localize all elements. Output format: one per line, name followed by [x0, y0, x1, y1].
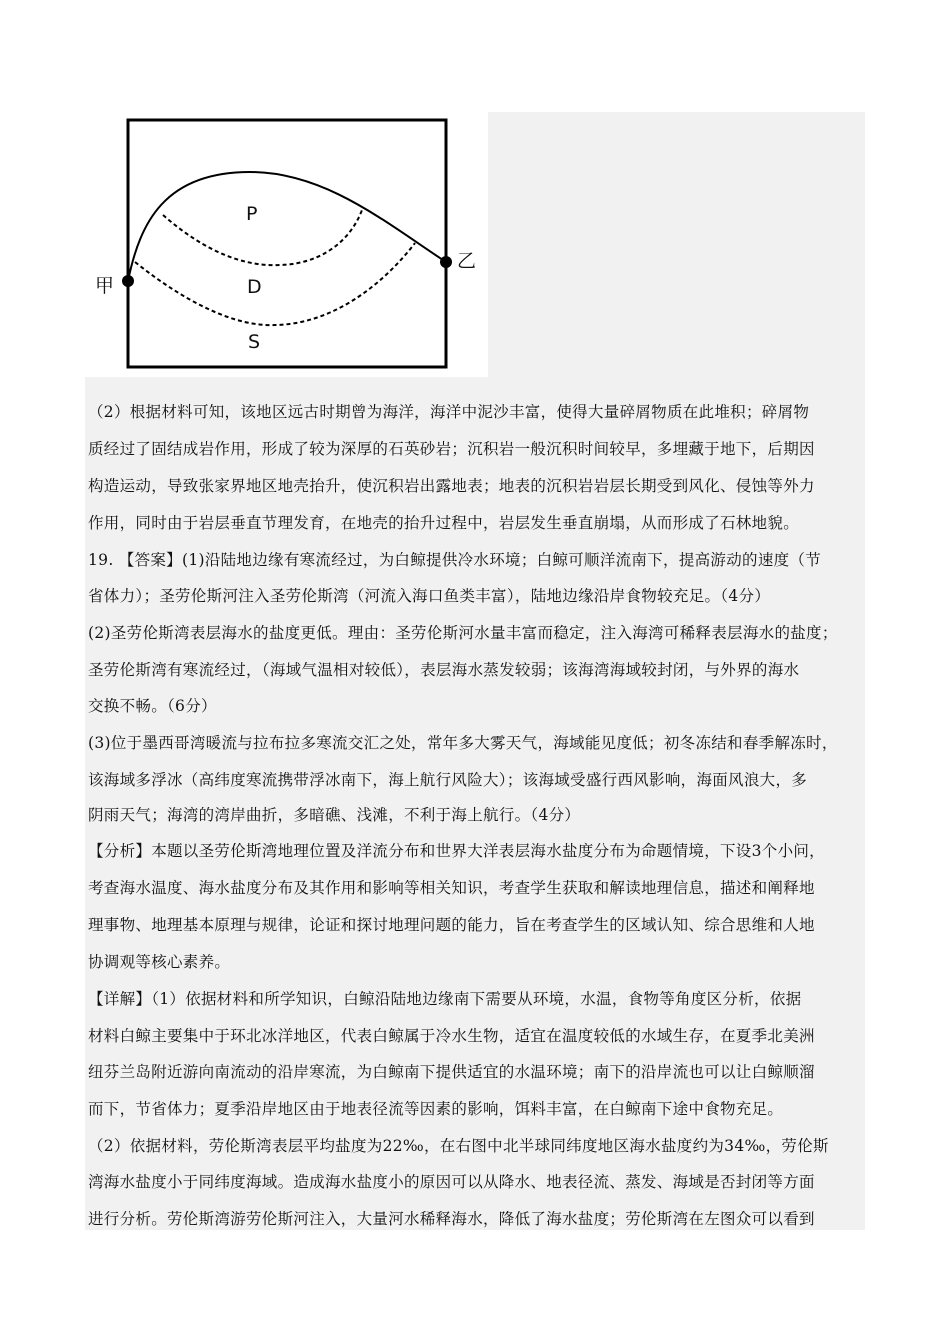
text-line: 19. 【答案】(1)沿陆地边缘有寒流经过，为白鲸提供冷水环境；白鲸可顺洋流南下，提高游动的速度（节: [88, 551, 822, 569]
text-line: （2）依据材料，劳伦斯湾表层平均盐度为22‰，在右图中北半球同纬度地区海水盐度约为34‰，劳伦斯: [88, 1137, 829, 1155]
point-jia-marker: [122, 275, 134, 287]
label-p: P: [246, 203, 258, 225]
text-line: 进行分析。劳伦斯湾游劳伦斯河注入，大量河水稀释海水，降低了海水盐度；劳伦斯湾在左图众可以看到: [88, 1210, 815, 1228]
text-line: 湾海水盐度小于同纬度海域。造成海水盐度小的原因可以从降水、地表径流、蒸发、海域是否封闭等方面: [88, 1173, 815, 1191]
text-line: 而下，节省体力；夏季沿岸地区由于地表径流等因素的影响，饵料丰富，在白鲸南下途中食物充足。: [88, 1100, 784, 1118]
text-line: 阴雨天气；海湾的湾岸曲折，多暗礁、浅滩，不利于海上航行。（4分）: [88, 806, 581, 824]
text-line: 质经过了固结成岩作用，形成了较为深厚的石英砂岩；沉积岩一般沉积时间较早，多埋藏于地下，后期因: [88, 440, 815, 458]
text-line: 协调观等核心素养。: [88, 953, 231, 971]
text-line: 圣劳伦斯湾有寒流经过，（海域气温相对较低），表层海水蒸发较弱；该海湾海域较封闭，与外界的海水: [88, 661, 800, 679]
text-line: 构造运动，导致张家界地区地壳抬升，使沉积岩出露地表；地表的沉积岩岩层长期受到风化、侵蚀等外力: [88, 477, 815, 495]
label-d: D: [247, 276, 262, 298]
diagram-frame: [128, 120, 446, 367]
text-line: 理事物、地理基本原理与规律，论证和探讨地理问题的能力，旨在考查学生的区域认知、综合思维和人地: [88, 916, 815, 934]
text-line: 材料白鲸主要集中于环北冰洋地区，代表白鲸属于冷水生物，适宜在温度较低的水域生存，在夏季北美洲: [88, 1027, 815, 1045]
text-line: （2）根据材料可知，该地区远古时期曾为海洋，海洋中泥沙丰富，使得大量碎屑物质在此堆积；碎屑物: [88, 403, 810, 421]
geology-diagram: [85, 112, 488, 377]
highlight-background: [488, 112, 865, 377]
text-line: 省体力）；圣劳伦斯河注入圣劳伦斯湾（河流入海口鱼类丰富），陆地边缘沿岸食物较充足。（4分）: [88, 587, 771, 605]
d-s-boundary: [135, 243, 415, 325]
text-line: 考查海水温度、海水盐度分布及其作用和影响等相关知识，考查学生获取和解读地理信息，描述和阐释地: [88, 879, 815, 897]
text-line: 纽芬兰岛附近游向南流动的沿岸寒流，为白鲸南下提供适宜的水温环境；南下的沿岸流也可以让白鲸顺溜: [88, 1063, 815, 1081]
diagram-svg: [85, 112, 488, 377]
text-line: 该海域多浮冰（高纬度寒流携带浮冰南下，海上航行风险大）；该海域受盛行西风影响，海面风浪大，多: [88, 771, 808, 789]
text-line: 作用，同时由于岩层垂直节理发育，在地壳的抬升过程中，岩层发生垂直崩塌，从而形成了石林地貌。: [88, 514, 800, 532]
p-d-boundary: [163, 210, 362, 265]
label-jia: 甲: [95, 275, 115, 297]
text-line: 【分析】本题以圣劳伦斯湾地理位置及洋流分布和世界大洋表层海水盐度分布为命题情境，下设3个小问，: [88, 842, 825, 860]
text-line: (3)位于墨西哥湾暖流与拉布拉多寒流交汇之处，常年多大雾天气，海域能见度低；初冬冻结和春季解冻时，: [88, 734, 838, 752]
point-yi-marker: [440, 256, 452, 268]
text-line: 【详解】（1）依据材料和所学知识，白鲸沿陆地边缘南下需要从环境，水温，食物等角度区分析，依据: [88, 990, 802, 1008]
label-s: S: [248, 331, 261, 353]
text-line: (2)圣劳伦斯湾表层海水的盐度更低。理由：圣劳伦斯河水量丰富而稳定，注入海湾可稀释表层海水的盐度；: [88, 624, 838, 642]
text-line: 交换不畅。（6分）: [88, 697, 217, 715]
label-yi: 乙: [457, 250, 477, 272]
